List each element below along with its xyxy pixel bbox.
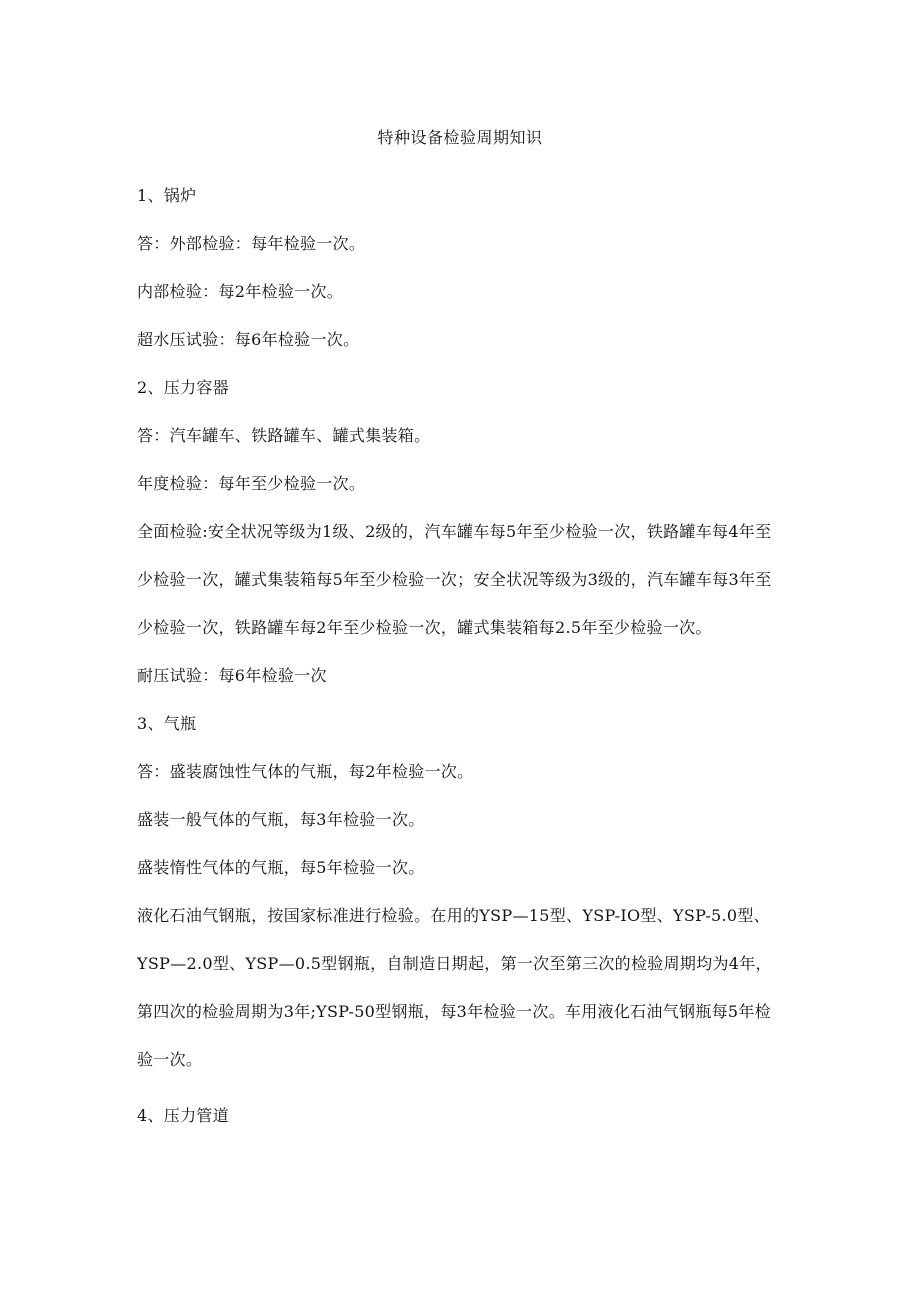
section-heading-pressure-piping: 4、压力管道 [137,1106,229,1125]
paragraph: 答：外部检验：每年检验一次。 [137,234,366,253]
paragraph: 年度检验：每年至少检验一次。 [137,474,366,493]
paragraph: 盛装一般气体的气瓶，每3年检验一次。 [137,810,425,829]
paragraph: 耐压试验：每6年检验一次 [137,666,327,685]
paragraph: 超水压试验：每6年检验一次。 [137,330,360,349]
paragraph: 答：汽车罐车、铁路罐车、罐式集装箱。 [137,426,431,445]
document-body [137,172,787,1140]
document-title: 特种设备检验周期知识 [377,128,543,147]
paragraph: 液化石油气钢瓶，按国家标准进行检验。在用的YSP—15型、YSP-IO型、YSP-5.0型、YSP—2.0型、YSP—0.5型钢瓶，自制造日期起，第一次至第三次的检验周期均为4年，第四次的检验周期为3年;YSP-50型钢瓶，每3年检验一次。车用液化石油气钢瓶每5年检验一次。 [137,906,772,1069]
paragraph: 盛装惰性气体的气瓶，每5年检验一次。 [137,858,425,877]
paragraph: 全面检验:安全状况等级为1级、2级的，汽车罐车每5年至少检验一次，铁路罐车每4年至少检验一次，罐式集装箱每5年至少检验一次；安全状况等级为3级的，汽车罐车每3年至少检验一次，铁路罐车每2年至少检验一次，罐式集装箱每2.5年至少检验一次。 [137,522,772,637]
section-heading-pressure-vessel: 2、压力容器 [137,378,229,397]
section-heading-gas-cylinder: 3、气瓶 [137,714,197,733]
paragraph: 内部检验：每2年检验一次。 [137,282,344,301]
section-heading-boiler: 1、锅炉 [137,186,197,205]
paragraph: 答：盛装腐蚀性气体的气瓶，每2年检验一次。 [137,762,474,781]
